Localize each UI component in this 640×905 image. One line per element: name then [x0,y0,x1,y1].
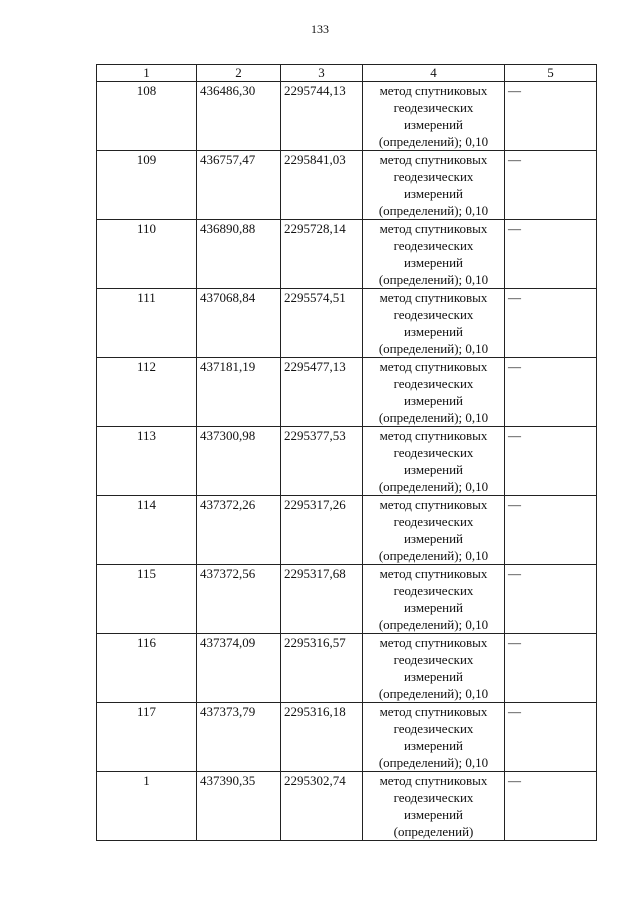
column-header-5: 5 [505,65,597,82]
x-coordinate-cell: 436757,47 [197,151,281,220]
method-line: геодезических [393,514,474,529]
method-line: (определений) [393,824,474,839]
method-line: метод спутниковых [379,290,488,305]
method-line: (определений); 0,10 [378,617,489,632]
note-cell: — [505,151,597,220]
y-coordinate-cell: 2295316,57 [281,634,363,703]
table-row [97,772,597,841]
method-line: геодезических [393,376,474,391]
method-line: (определений); 0,10 [378,410,489,425]
method-line: (определений); 0,10 [378,548,489,563]
table-row [97,358,597,427]
y-coordinate-cell: 2295574,51 [281,289,363,358]
table-header-row [97,65,597,82]
table-row [97,565,597,634]
table-row [97,427,597,496]
note-cell: — [505,634,597,703]
method-line: (определений); 0,10 [378,272,489,287]
table-row [97,220,597,289]
point-number-cell: 115 [97,565,197,634]
note-cell: — [505,289,597,358]
column-header-4: 4 [363,65,505,82]
method-cell [363,358,505,427]
y-coordinate-cell: 2295477,13 [281,358,363,427]
y-coordinate-cell: 2295316,18 [281,703,363,772]
table-row [97,703,597,772]
method-cell [363,634,505,703]
method-line: метод спутниковых [379,773,488,788]
method-line: измерений [403,255,464,270]
method-line: измерений [403,186,464,201]
method-line: геодезических [393,790,474,805]
method-cell [363,703,505,772]
method-line: измерений [403,531,464,546]
point-number-cell: 116 [97,634,197,703]
x-coordinate-cell: 437300,98 [197,427,281,496]
method-line: метод спутниковых [379,635,488,650]
method-cell [363,427,505,496]
method-line: метод спутниковых [379,359,488,374]
method-cell [363,289,505,358]
method-line: измерений [403,600,464,615]
method-line: метод спутниковых [379,428,488,443]
note-cell: — [505,703,597,772]
column-header-3: 3 [281,65,363,82]
method-line: метод спутниковых [379,152,488,167]
method-line: геодезических [393,445,474,460]
method-cell [363,82,505,151]
method-line: геодезических [393,238,474,253]
point-number-cell: 111 [97,289,197,358]
method-line: метод спутниковых [379,566,488,581]
y-coordinate-cell: 2295728,14 [281,220,363,289]
y-coordinate-cell: 2295841,03 [281,151,363,220]
method-line: измерений [403,669,464,684]
method-line: (определений); 0,10 [378,341,489,356]
method-cell [363,772,505,841]
method-line: (определений); 0,10 [378,479,489,494]
method-line: (определений); 0,10 [378,755,489,770]
point-number-cell: 108 [97,82,197,151]
table-row [97,496,597,565]
coordinates-table [96,64,597,841]
method-line: измерений [403,462,464,477]
table-row [97,82,597,151]
note-cell: — [505,496,597,565]
x-coordinate-cell: 436890,88 [197,220,281,289]
x-coordinate-cell: 437372,26 [197,496,281,565]
method-line: (определений); 0,10 [378,686,489,701]
method-line: измерений [403,117,464,132]
x-coordinate-cell: 437373,79 [197,703,281,772]
note-cell: — [505,82,597,151]
method-line: геодезических [393,307,474,322]
method-cell [363,565,505,634]
method-line: метод спутниковых [379,221,488,236]
method-line: метод спутниковых [379,497,488,512]
y-coordinate-cell: 2295317,68 [281,565,363,634]
note-cell: — [505,358,597,427]
point-number-cell: 114 [97,496,197,565]
point-number-cell: 1 [97,772,197,841]
method-line: (определений); 0,10 [378,203,489,218]
method-line: геодезических [393,652,474,667]
x-coordinate-cell: 437374,09 [197,634,281,703]
method-line: геодезических [393,169,474,184]
method-cell [363,496,505,565]
note-cell: — [505,565,597,634]
y-coordinate-cell: 2295744,13 [281,82,363,151]
x-coordinate-cell: 437181,19 [197,358,281,427]
method-line: геодезических [393,583,474,598]
point-number-cell: 109 [97,151,197,220]
x-coordinate-cell: 436486,30 [197,82,281,151]
page-number: 133 [311,22,329,36]
column-header-2: 2 [197,65,281,82]
point-number-cell: 113 [97,427,197,496]
table-body [97,82,597,841]
column-header-1: 1 [97,65,197,82]
note-cell: — [505,427,597,496]
note-cell: — [505,220,597,289]
y-coordinate-cell: 2295377,53 [281,427,363,496]
y-coordinate-cell: 2295317,26 [281,496,363,565]
method-line: измерений [403,393,464,408]
table-row [97,634,597,703]
method-line: измерений [403,324,464,339]
x-coordinate-cell: 437390,35 [197,772,281,841]
method-cell [363,151,505,220]
method-line: измерений [403,738,464,753]
x-coordinate-cell: 437372,56 [197,565,281,634]
method-line: метод спутниковых [379,83,488,98]
method-line: измерений [403,807,464,822]
method-line: геодезических [393,721,474,736]
point-number-cell: 117 [97,703,197,772]
method-line: геодезических [393,100,474,115]
method-cell [363,220,505,289]
method-line: метод спутниковых [379,704,488,719]
table-row [97,289,597,358]
method-line: (определений); 0,10 [378,134,489,149]
y-coordinate-cell: 2295302,74 [281,772,363,841]
point-number-cell: 112 [97,358,197,427]
point-number-cell: 110 [97,220,197,289]
table-row [97,151,597,220]
x-coordinate-cell: 437068,84 [197,289,281,358]
note-cell: — [505,772,597,841]
